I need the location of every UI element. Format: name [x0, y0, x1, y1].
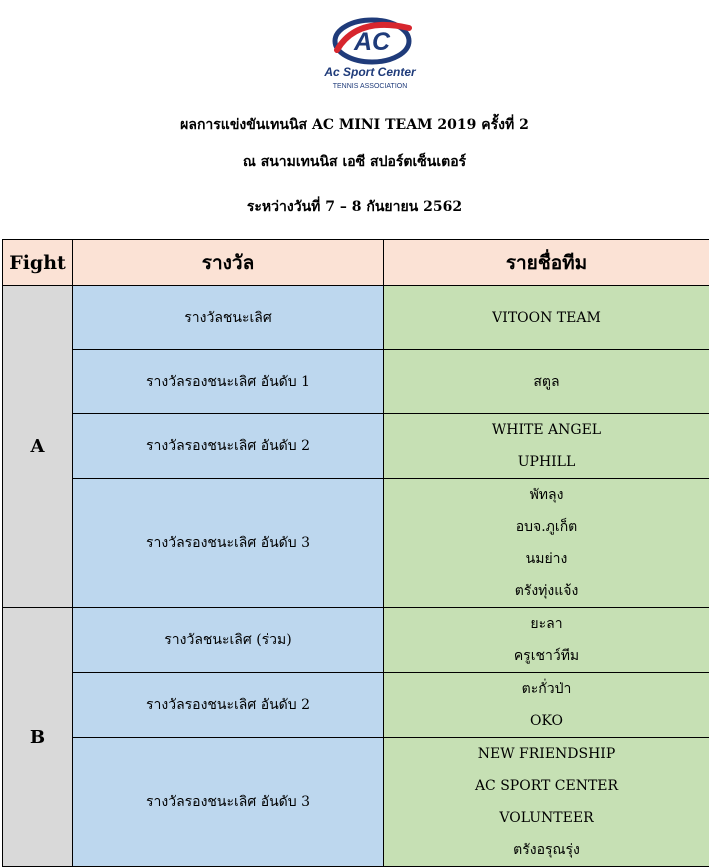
team-name: ตรังทุ่งแจ้ง — [384, 575, 709, 607]
column-header-team: รายชื่อทีม — [384, 240, 709, 286]
table-row — [3, 608, 709, 673]
team-name: ตะกั่วป่า — [384, 673, 709, 705]
award-cell: รางวัลรองชนะเลิศ อันดับ 2 — [73, 673, 384, 738]
table-row — [3, 414, 709, 479]
table-row — [3, 479, 709, 608]
team-name: UPHILL — [384, 446, 709, 478]
team-name: สตูล — [384, 366, 709, 398]
team-list-cell — [384, 414, 709, 479]
team-name: AC SPORT CENTER — [384, 770, 709, 802]
team-name: พัทลุง — [384, 479, 709, 511]
team-name: OKO — [384, 705, 709, 737]
table-row — [3, 673, 709, 738]
table-row — [3, 738, 709, 867]
team-name: ตรังอรุณรุ่ง — [384, 834, 709, 866]
svg-text:TENNIS ASSOCIATION: TENNIS ASSOCIATION — [333, 83, 408, 90]
team-list-cell — [384, 673, 709, 738]
award-cell: รางวัลรองชนะเลิศ อันดับ 3 — [73, 738, 384, 867]
results-table — [2, 239, 709, 867]
team-name: ครูเชาว์ทีม — [384, 640, 709, 672]
table-row — [3, 350, 709, 414]
team-name: NEW FRIENDSHIP — [384, 738, 709, 770]
table-header-row — [3, 240, 709, 286]
award-cell: รางวัลรองชนะเลิศ อันดับ 1 — [73, 350, 384, 414]
award-cell: รางวัลรองชนะเลิศ อันดับ 3 — [73, 479, 384, 608]
venue-line: ณ สนามเทนนิส เอซี สปอร์ตเซ็นเตอร์ — [0, 152, 709, 172]
team-list-cell — [384, 350, 709, 414]
date-line: ระหว่างวันที่ 7 – 8 กันยายน 2562 — [0, 197, 709, 217]
team-name: ยะลา — [384, 608, 709, 640]
svg-text:Ac Sport Center: Ac Sport Center — [323, 65, 417, 79]
fight-group-label: B — [3, 608, 73, 867]
ac-sport-center-logo — [305, 8, 435, 96]
award-cell: รางวัลรองชนะเลิศ อันดับ 2 — [73, 414, 384, 479]
team-list-cell — [384, 286, 709, 350]
svg-text:AC: AC — [353, 28, 391, 56]
team-name: VOLUNTEER — [384, 802, 709, 834]
fight-group-label: A — [3, 286, 73, 608]
team-list-cell — [384, 479, 709, 608]
award-cell: รางวัลชนะเลิศ — [73, 286, 384, 350]
team-name: VITOON TEAM — [384, 302, 709, 334]
table-row — [3, 286, 709, 350]
column-header-fight: Fight — [3, 240, 73, 286]
team-list-cell — [384, 608, 709, 673]
team-name: WHITE ANGEL — [384, 414, 709, 446]
team-name: อบจ.ภูเก็ต — [384, 511, 709, 543]
tournament-title: ผลการแข่งขันเทนนิส AC MINI TEAM 2019 ครั้งที่ 2 — [0, 115, 709, 135]
award-cell: รางวัลชนะเลิศ (ร่วม) — [73, 608, 384, 673]
team-list-cell — [384, 738, 709, 867]
results-body — [3, 286, 709, 867]
team-name: นมย่าง — [384, 543, 709, 575]
column-header-award: รางวัล — [73, 240, 384, 286]
